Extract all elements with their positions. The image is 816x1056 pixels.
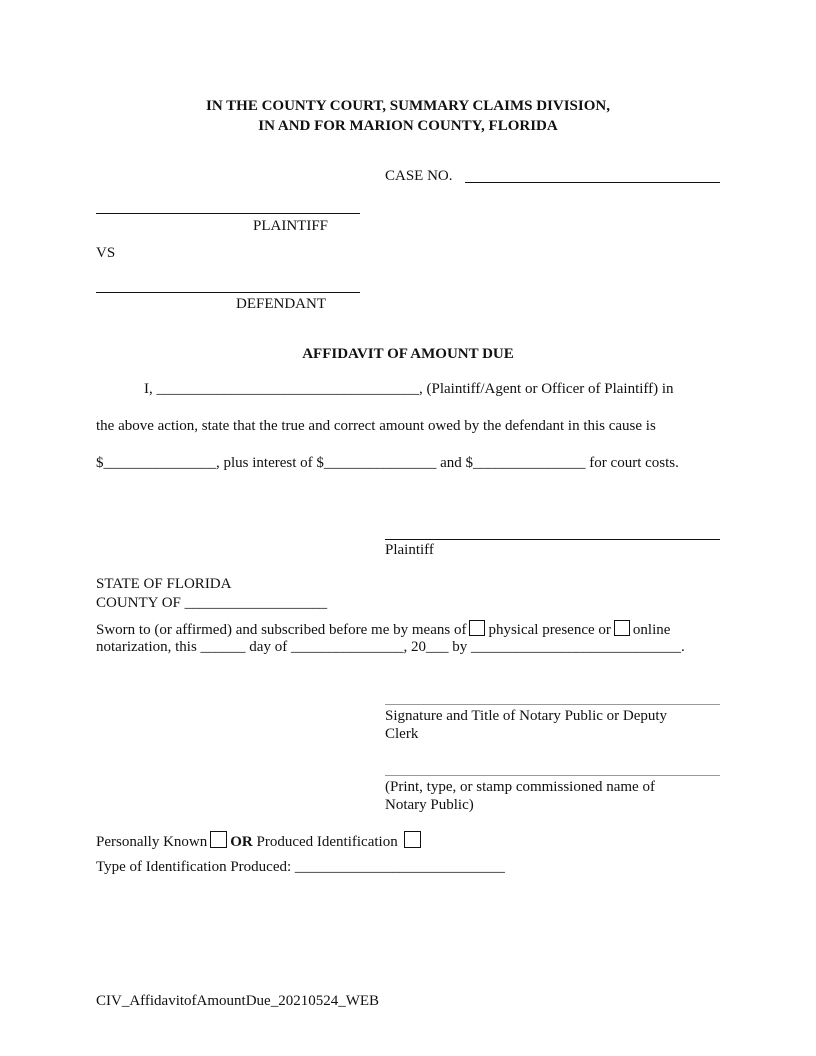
plaintiff-name-field[interactable] xyxy=(96,213,360,214)
plaintiff-signature-field[interactable] xyxy=(385,539,720,540)
notary-name-label-2: Notary Public) xyxy=(385,797,474,813)
notarization-date-line[interactable]: notarization, this ______ day of _______________, 20___ by ____________________________. xyxy=(96,639,685,655)
county-line[interactable]: COUNTY OF ___________________ xyxy=(96,595,328,611)
or-label: OR xyxy=(230,834,253,850)
amount-fields-line[interactable]: $_______________, plus interest of $_______________ and $_______________ for court costs. xyxy=(96,455,679,471)
physical-presence-checkbox[interactable] xyxy=(469,620,485,636)
sworn-line xyxy=(96,620,670,639)
document-title: AFFIDAVIT OF AMOUNT DUE xyxy=(302,346,514,362)
defendant-label: DEFENDANT xyxy=(236,296,326,312)
notary-signature-label-1: Signature and Title of Notary Public or Deputy xyxy=(385,708,668,724)
case-number-label: CASE NO. xyxy=(385,168,453,184)
court-heading-line2: IN AND FOR MARION COUNTY, FLORIDA xyxy=(258,118,558,134)
produced-identification-checkbox[interactable] xyxy=(404,831,421,848)
plaintiff-label: PLAINTIFF xyxy=(253,218,329,234)
notary-signature-field[interactable] xyxy=(385,704,720,705)
case-number-field[interactable] xyxy=(465,182,720,183)
vs-label: VS xyxy=(96,245,116,261)
sworn-prefix: Sworn to (or affirmed) and subscribed before me by means of xyxy=(96,622,467,638)
state-label: STATE OF FLORIDA xyxy=(96,576,232,592)
identification-type-line[interactable]: Type of Identification Produced: ____________________________ xyxy=(96,859,505,875)
court-heading-line1: IN THE COUNTY COURT, SUMMARY CLAIMS DIVISION, xyxy=(206,98,610,114)
online-label: online xyxy=(632,622,671,638)
affiant-name-field[interactable]: ___________________________________ xyxy=(156,381,419,397)
plaintiff-signature-label: Plaintiff xyxy=(385,542,434,558)
produced-identification-label: Produced Identification xyxy=(256,834,398,850)
physical-presence-label: physical presence or xyxy=(488,622,611,638)
affiant-prefix: I, xyxy=(144,381,153,397)
personally-known-checkbox[interactable] xyxy=(210,831,227,848)
personally-known-label: Personally Known xyxy=(96,834,208,850)
notary-name-label-1: (Print, type, or stamp commissioned name of xyxy=(385,779,655,795)
defendant-name-field[interactable] xyxy=(96,292,360,293)
notary-signature-label-2: Clerk xyxy=(385,726,419,742)
amount-statement: the above action, state that the true and correct amount owed by the defendant in this cause is xyxy=(96,418,656,434)
form-id: CIV_AffidavitofAmountDue_20210524_WEB xyxy=(96,993,380,1009)
notary-name-field[interactable] xyxy=(385,775,720,776)
online-checkbox[interactable] xyxy=(614,620,630,636)
identification-line xyxy=(96,831,424,851)
affiant-line xyxy=(144,380,674,398)
affiant-role: , (Plaintiff/Agent or Officer of Plaintiff) in xyxy=(419,381,674,397)
